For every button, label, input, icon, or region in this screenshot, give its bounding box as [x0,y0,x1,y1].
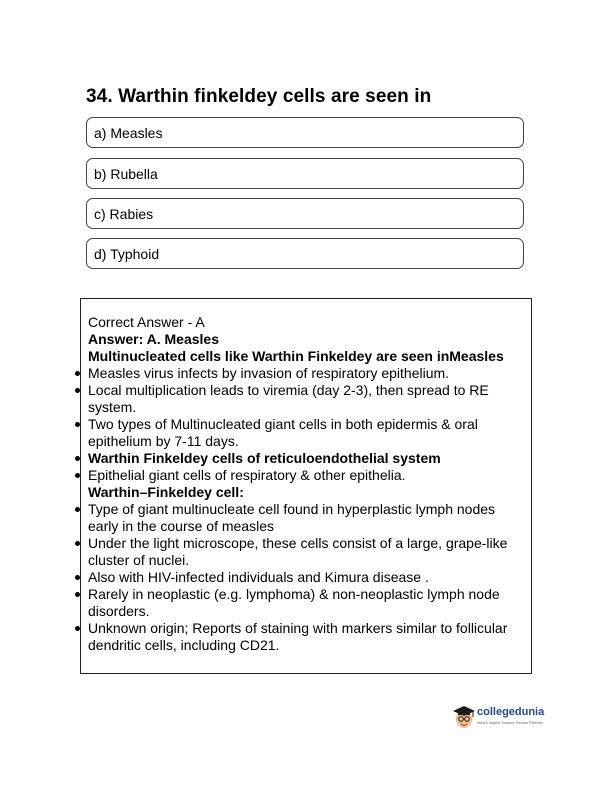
bullet-item: Local multiplication leads to viremia (day 2-3), then spread to RE system. [88,382,528,416]
answer-explanation-box [80,298,532,674]
logo-tagline: India's largest Student Review Platform [477,721,544,725]
option-b[interactable] [86,158,524,189]
option-a[interactable] [86,117,524,148]
answer-content [88,314,528,654]
bullet-item: Under the light microscope, these cells consist of a large, grape-like cluster of nuclei. [88,535,528,569]
collegedunia-logo[interactable] [452,704,556,732]
logo-name: collegedunia [477,706,545,718]
option-b-label: b) Rubella [94,166,158,182]
answer-line: Answer: A. Measles [88,331,219,347]
option-d[interactable] [86,238,524,269]
cell-subheading: Warthin–Finkeldey cell: [88,484,244,500]
explanation-heading: Multinucleated cells like Warthin Finkeldey are seen inMeasles [88,348,504,364]
bullet-item: Type of giant multinucleate cell found in hyperplastic lymph nodes early in the course of measles [88,501,528,535]
bullet-item: Also with HIV-infected individuals and Kimura disease . [88,569,528,586]
option-d-label: d) Typhoid [94,246,160,262]
option-c[interactable] [86,198,524,229]
bullet-item: Rarely in neoplastic (e.g. lymphoma) & non-neoplastic lymph node disorders. [88,586,528,620]
option-a-label: a) Measles [94,125,163,141]
option-c-label: c) Rabies [94,206,154,222]
bullet-item: Measles virus infects by invasion of respiratory epithelium. [88,365,528,382]
question-title: 34. Warthin finkeldey cells are seen in [86,86,432,107]
graduate-mascot-icon [452,704,476,732]
bullet-item: Warthin Finkeldey cells of reticuloendothelial system [88,450,528,467]
correct-answer-line: Correct Answer - A [88,314,205,330]
bullet-item: Two types of Multinucleated giant cells in both epidermis & oral epithelium by 7-11 days. [88,416,528,450]
bullet-item: Unknown origin; Reports of staining with markers similar to follicular dendritic cells, including CD21. [88,620,528,654]
bullet-item: Epithelial giant cells of respiratory & other epithelia. [88,467,528,484]
